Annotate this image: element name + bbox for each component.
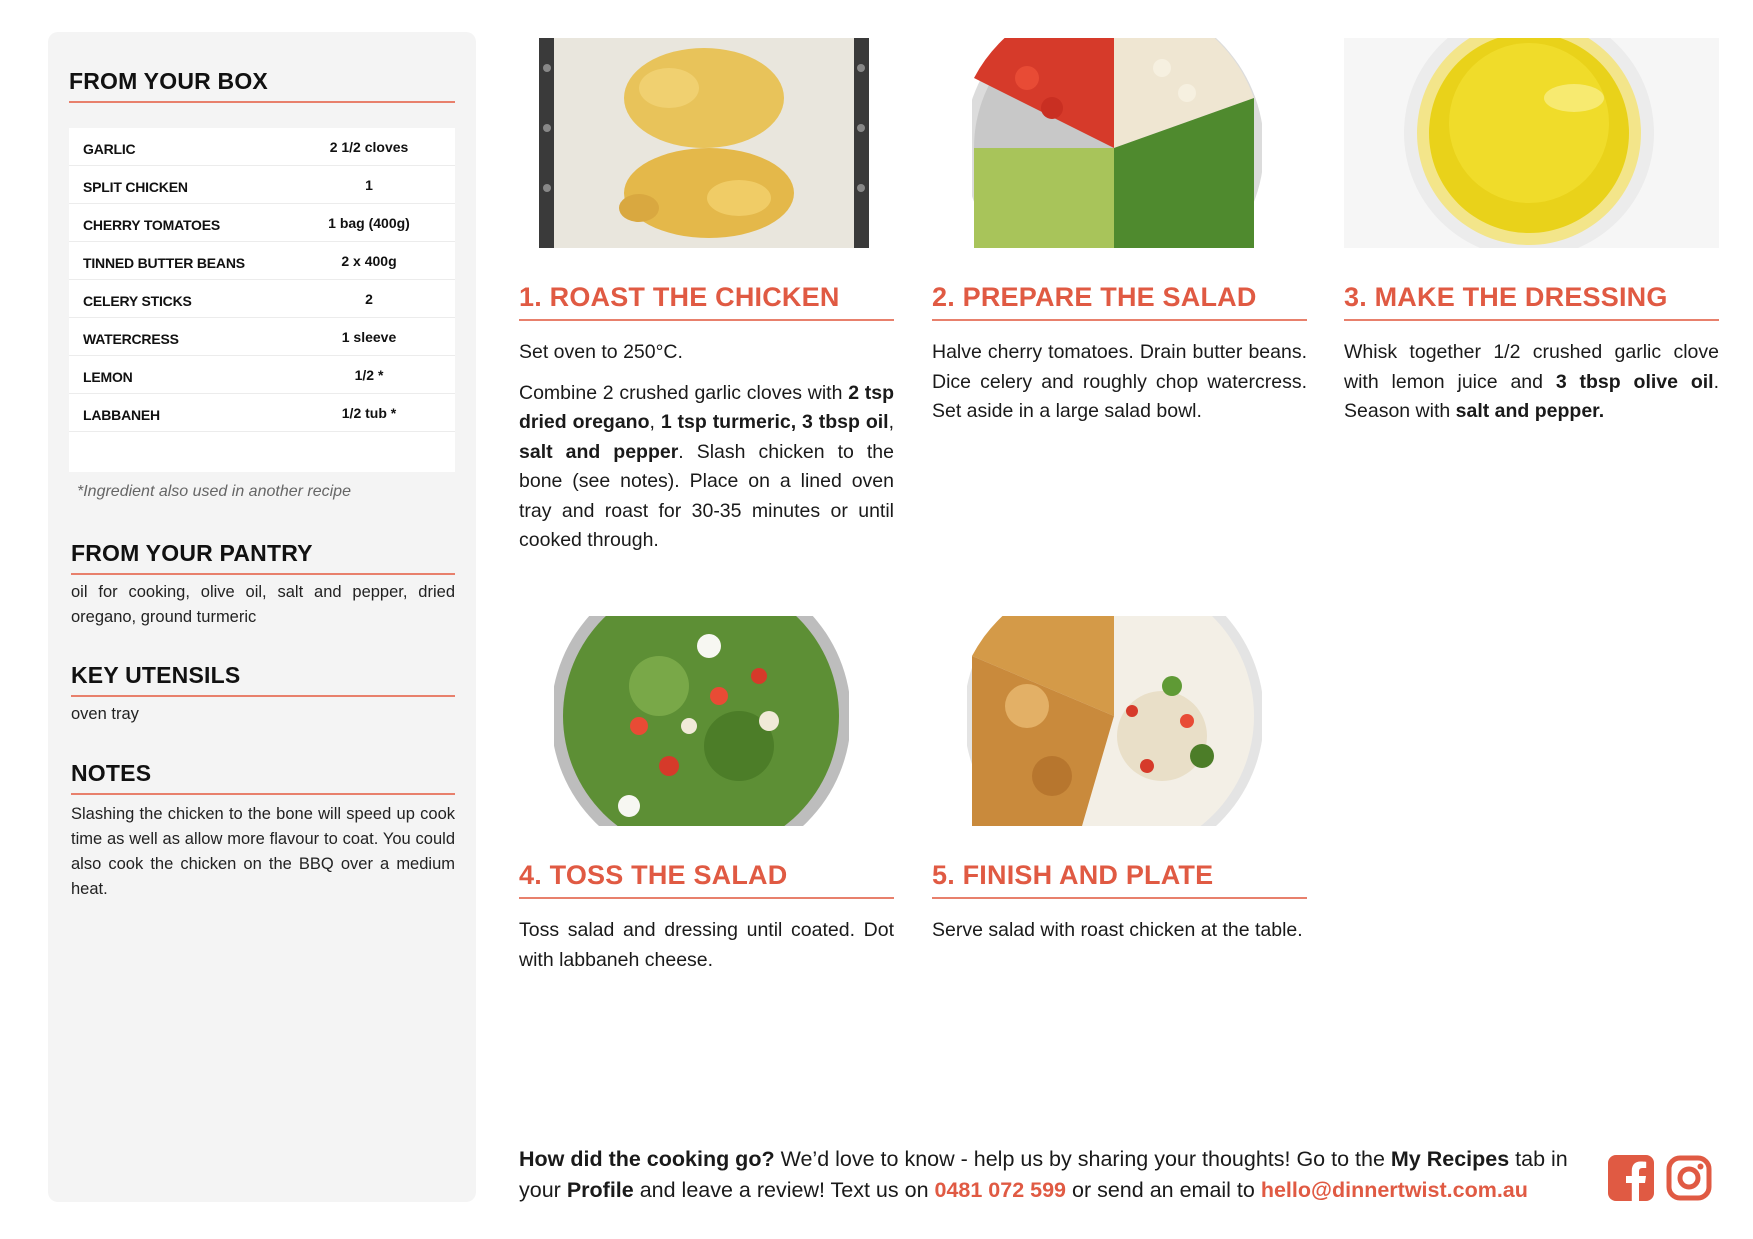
ingredient-emphasis: 1 tsp turmeric, 3 tbsp oil <box>660 411 889 433</box>
step-1-title: 1. ROAST THE CHICKEN <box>519 282 894 321</box>
table-row <box>69 242 455 280</box>
step-5-title: 5. FINISH AND PLATE <box>932 860 1307 899</box>
text-run: Whisk together 1/2 crushed garlic clove with lemon juice and <box>1344 341 1719 393</box>
ingredient-name: CHERRY TOMATOES <box>83 217 221 233</box>
step-4-body <box>519 916 894 986</box>
profile-link-text: Profile <box>566 1178 634 1202</box>
ingredients-sidebar <box>48 32 476 1202</box>
ingredient-name: SPLIT CHICKEN <box>83 179 188 195</box>
text-run: We’d love to know - help us by sharing your thoughts! Go to the <box>774 1147 1391 1171</box>
ingredient-name: GARLIC <box>83 141 136 157</box>
ingredient-footnote: *Ingredient also used in another recipe <box>77 483 351 500</box>
step-1-body <box>519 338 894 567</box>
email-link[interactable]: hello@dinnertwist.com.au <box>1260 1178 1528 1202</box>
step-3-body <box>1344 338 1719 438</box>
ingredients-table <box>69 128 455 472</box>
ingredient-qty: 1/2 * <box>354 367 384 383</box>
instagram-icon[interactable] <box>1666 1155 1712 1201</box>
pantry-text: oil for cooking, olive oil, salt and pepper, dried oregano, ground turmeric <box>71 583 455 626</box>
table-row <box>69 318 455 356</box>
step-3-title: 3. MAKE THE DRESSING <box>1344 282 1719 321</box>
text-run: Combine 2 crushed garlic cloves with <box>519 381 849 404</box>
table-row <box>69 394 455 432</box>
ingredient-name: LABBANEH <box>83 407 160 423</box>
ingredient-qty: 1/2 tub * <box>341 405 397 421</box>
step-1-text: Set oven to 250°C. <box>519 341 683 363</box>
ingredient-emphasis: salt and pepper <box>519 440 679 463</box>
table-row <box>69 166 455 204</box>
ingredient-qty: 2 x 400g <box>341 253 397 269</box>
ingredient-name: TINNED BUTTER BEANS <box>83 255 245 271</box>
feedback-footer <box>519 1144 1579 1206</box>
step-2-text: Halve cherry tomatoes. Drain butter beans. Dice celery and roughly chop watercress. Set aside in a large salad bowl. <box>932 341 1307 422</box>
phone-link[interactable]: 0481 072 599 <box>934 1178 1067 1202</box>
ingredient-emphasis: salt and pepper. <box>1455 400 1605 422</box>
step-5-body <box>932 916 1307 957</box>
text-run: . Slash chicken to the bone (see notes). Place on a lined oven tray and roast for 30-35 minutes or until cooked through. <box>519 440 894 551</box>
text-run: , <box>649 411 661 433</box>
table-row <box>69 204 455 242</box>
text-run: tab in your <box>519 1147 1568 1202</box>
utensils-text: oven tray <box>71 705 139 723</box>
ingredient-qty: 1 bag (400g) <box>328 215 410 231</box>
from-your-box-heading: FROM YOUR BOX <box>69 68 455 103</box>
ingredient-qty: 1 sleeve <box>341 329 397 345</box>
text-run: . Season with <box>1344 370 1719 422</box>
ingredient-qty: 1 <box>365 177 373 193</box>
step-2-body <box>932 338 1307 438</box>
ingredient-qty: 2 1/2 cloves <box>329 139 409 155</box>
feedback-question: How did the cooking go? <box>519 1147 775 1171</box>
ingredient-emphasis: 2 tsp dried oregano <box>519 381 895 433</box>
step-3-photo <box>1344 38 1719 248</box>
step-2-photo <box>932 38 1307 248</box>
table-row <box>69 280 455 318</box>
notes-text: Slashing the chicken to the bone will speed up cook time as well as allow more flavour to coat. You could also cook the chicken on the BBQ over a medium heat. <box>71 805 455 898</box>
step-4-text: Toss salad and dressing until coated. Dot with labbaneh cheese. <box>519 919 894 971</box>
step-5-text: Serve salad with roast chicken at the table. <box>932 919 1303 941</box>
table-row <box>69 128 455 166</box>
from-your-pantry-heading: FROM YOUR PANTRY <box>71 540 455 575</box>
table-row <box>69 356 455 394</box>
step-1-text <box>519 379 894 556</box>
notes-heading: NOTES <box>71 760 455 795</box>
ingredient-name: WATERCRESS <box>83 331 179 347</box>
step-2-title: 2. PREPARE THE SALAD <box>932 282 1307 321</box>
text-run: or send an email to <box>1066 1178 1261 1202</box>
step-3-text <box>1344 338 1719 427</box>
step-4-photo <box>519 616 894 826</box>
key-utensils-heading: KEY UTENSILS <box>71 662 455 697</box>
ingredient-emphasis: 3 tbsp olive oil <box>1555 370 1714 393</box>
text-run: , <box>888 411 894 433</box>
ingredient-name: CELERY STICKS <box>83 293 192 309</box>
facebook-icon[interactable] <box>1608 1155 1654 1201</box>
step-1-photo <box>519 38 894 248</box>
ingredient-qty: 2 <box>365 291 373 307</box>
step-4-title: 4. TOSS THE SALAD <box>519 860 894 899</box>
my-recipes-link-text: My Recipes <box>1390 1147 1510 1171</box>
step-5-photo <box>932 616 1307 826</box>
ingredient-name: LEMON <box>83 369 133 385</box>
text-run: and leave a review! Text us on <box>633 1178 935 1202</box>
